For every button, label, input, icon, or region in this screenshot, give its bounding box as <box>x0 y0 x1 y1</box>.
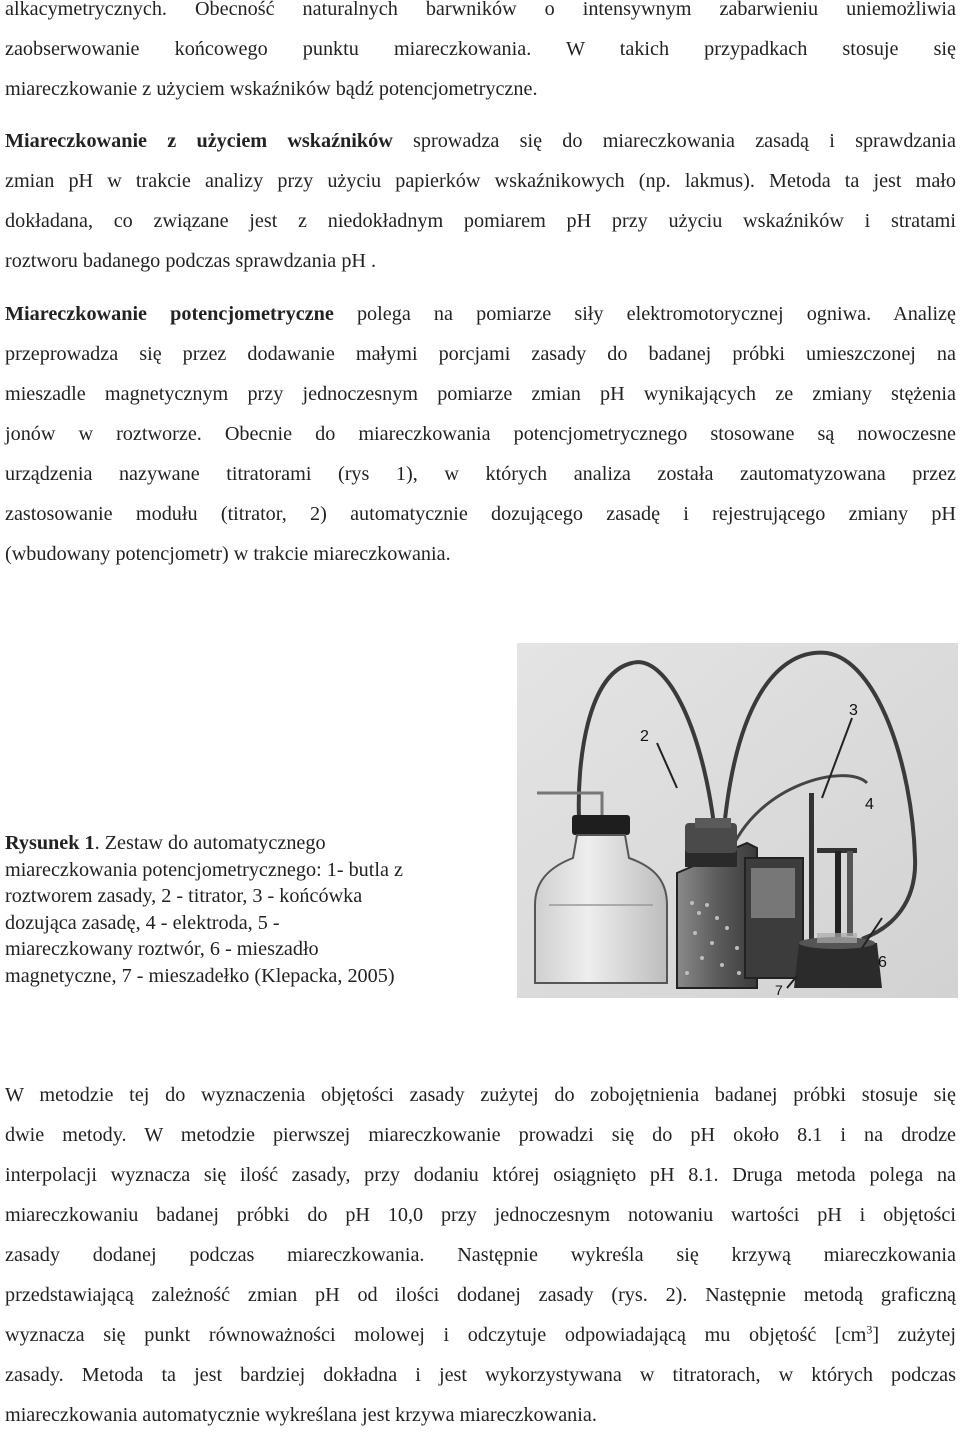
text-line: dwie metody. W metodzie pierwszej miareczkowanie prowadzi się do pH około 8.1 i na drodze <box>5 1124 956 1146</box>
figure-label: 6 <box>878 954 887 971</box>
paragraph-potentiometric-titration <box>5 294 956 574</box>
text-line: zmian pH w trakcie analizy przy użyciu papierków wskaźnikowych (np. lakmus). Metoda ta jest mało <box>5 170 956 192</box>
caption-line: miareczkowania potencjometrycznego: 1- butla z <box>5 858 403 881</box>
figure-label: 4 <box>865 796 874 813</box>
text-line: przeprowadza się przez dodawanie małymi porcjami zasady do badanej próbki umieszczonej na <box>5 343 956 365</box>
figure-caption <box>5 830 480 990</box>
bold-term: Miareczkowanie z użyciem wskaźników <box>5 130 393 152</box>
text-line: miareczkowania automatycznie wykreślana jest krzywa miareczkowania. <box>5 1404 597 1426</box>
caption-line: magnetyczne, 7 - mieszadełko (Klepacka, 2005) <box>5 964 395 987</box>
paragraph-indicator-titration <box>5 121 956 281</box>
text-line: roztworu badanego podczas sprawdzania pH . <box>5 250 377 272</box>
figure-label: 7 <box>775 982 783 998</box>
caption-line: roztworem zasady, 2 - titrator, 3 - końcówka <box>5 885 363 908</box>
caption-line: miareczkowany roztwór, 6 - mieszadło <box>5 938 319 961</box>
text-line: interpolacji wyznacza się ilość zasady, przy dodaniu której osiągnięto pH 8.1. Druga metoda polega na <box>5 1164 956 1186</box>
text-line: Miareczkowanie potencjometryczne polega na pomiarze siły elektromotorycznej ogniwa. Analizę <box>5 303 956 325</box>
titrator-photo <box>517 643 958 998</box>
text-line: zastosowanie modułu (titrator, 2) automatycznie dozującego zasadę i rejestrującego zmiany pH <box>5 503 956 525</box>
text-line: miareczkowanie z użyciem wskaźników bądź potencjometryczne. <box>5 78 538 100</box>
text-line: przedstawiającą zależność zmian pH od ilości dodanej zasady (rys. 2). Następnie metodą graficzną <box>5 1284 956 1306</box>
paragraph-intro <box>5 0 956 109</box>
text-line: zasady dodanej podczas miareczkowania. Następnie wykreśla się krzywą miareczkowania <box>5 1244 956 1266</box>
text-line: miareczkowaniu badanej próbki do pH 10,0 przy jednoczesnym notowaniu wartości pH i objętości <box>5 1204 956 1226</box>
text-line: W metodzie tej do wyznaczenia objętości zasady zużytej do zobojętnienia badanej próbki stosuje się <box>5 1084 956 1106</box>
text-line: dokładana, co związane jest z niedokładnym pomiarem pH przy użyciu wskaźników i stratami <box>5 210 956 232</box>
figure-label: 3 <box>849 702 858 719</box>
text-line: (wbudowany potencjometr) w trakcie miareczkowania. <box>5 543 451 565</box>
text-line: mieszadle magnetycznym przy jednoczesnym pomiarze zmian pH wynikających ze zmiany stężenia <box>5 383 956 405</box>
text-line: Miareczkowanie z użyciem wskaźników sprowadza się do miareczkowania zasadą i sprawdzania <box>5 130 956 152</box>
text-line: jonów w roztworze. Obecnie do miareczkowania potencjometrycznego stosowane są nowoczesne <box>5 423 956 445</box>
bold-term: Miareczkowanie potencjometryczne <box>5 303 334 325</box>
text-line: urządzenia nazywane titratorami (rys 1), w których analiza została zautomatyzowana przez <box>5 463 956 485</box>
text-line: alkacymetrycznych. Obecność naturalnych barwników o intensywnym zabarwieniu uniemożliwia <box>5 0 956 20</box>
text-line: zaobserwowanie końcowego punktu miareczkowania. W takich przypadkach stosuje się <box>5 38 956 60</box>
caption-label: Rysunek 1 <box>5 832 95 854</box>
superscript: 3 <box>866 1322 873 1337</box>
caption-line: dozująca zasadę, 4 - elektroda, 5 - <box>5 911 280 934</box>
text-line: zasady. Metoda ta jest bardziej dokładna i jest wykorzystywana w titratorach, w których podczas <box>5 1364 956 1386</box>
paragraph-methods <box>5 1075 956 1435</box>
text-line: wyznacza się punkt równoważności molowej i odczytuje odpowiadającą mu objętość $[cm^3]$ zużytej <box>5 1322 956 1346</box>
caption-line: Rysunek 1. Zestaw do automatycznego <box>5 832 326 854</box>
figure-label: 2 <box>640 728 649 745</box>
